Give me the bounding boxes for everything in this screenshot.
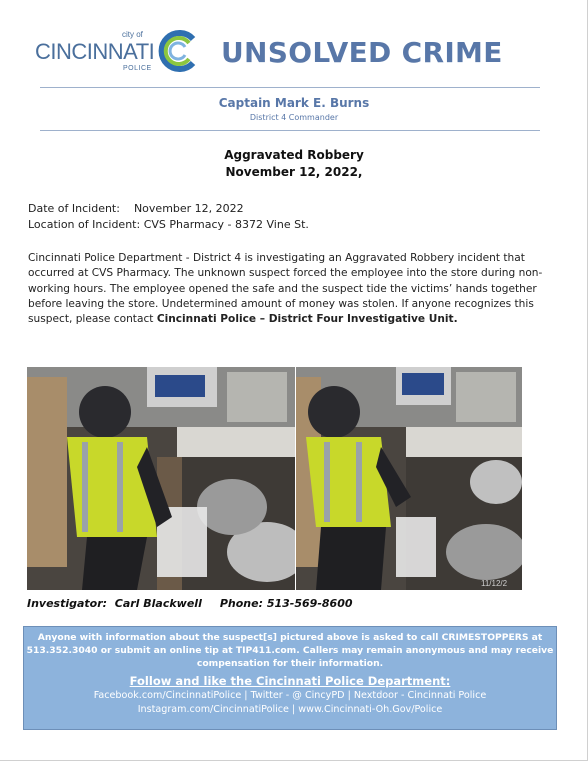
surveillance-image-2 bbox=[296, 367, 522, 590]
surveillance-photo-1 bbox=[27, 367, 295, 590]
incident-location-label: Location of Incident: bbox=[28, 218, 141, 231]
logo-c-icon bbox=[153, 27, 201, 75]
cincinnati-police-logo bbox=[35, 27, 205, 77]
description-contact: Cincinnati Police – District Four Investigative Unit. bbox=[156, 313, 458, 326]
incident-location-row bbox=[28, 218, 309, 231]
photo-timestamp: 11/12/2 bbox=[481, 579, 508, 588]
incident-date-label: Date of Incident: bbox=[28, 202, 120, 215]
investigator-label: Investigator: bbox=[27, 597, 108, 610]
crimestoppers-footer bbox=[23, 626, 557, 730]
crime-type: Aggravated Robbery bbox=[224, 148, 364, 162]
page-title: UNSOLVED CRIME bbox=[221, 36, 503, 69]
header-divider-bottom bbox=[40, 130, 540, 131]
incident-location-value: CVS Pharmacy - 8372 Vine St. bbox=[143, 218, 309, 231]
incident-date-value: November 12, 2022 bbox=[133, 202, 244, 215]
investigator-name: Carl Blackwell bbox=[114, 597, 202, 610]
footer-line-1: Anyone with information about the suspect[s] pictured above is asked to call CRIMESTOPPERS at bbox=[37, 632, 543, 643]
footer-social-links-2[interactable]: Instagram.com/CincinnatiPolice | www.Cincinnati-Oh.Gov/Police bbox=[137, 704, 443, 715]
description-text: Cincinnati Police Department - District 4 is investigating an Aggravated Robbery incident that occurred at CVS Pharmacy. The unknown suspect forced the employee into the store during non-working hours. The employee opened the safe and the suspect tide the victims’ hands together before leaving the store. Undetermined amount of money was stolen. If anyone recognizes this suspect, please contact bbox=[28, 252, 543, 326]
logo-city-text: city of bbox=[122, 30, 143, 39]
phone-label: Phone: bbox=[219, 597, 263, 610]
footer-line-2: 513.352.3040 or submit an online tip at TIP411.com. Callers may remain anonymous and may receive bbox=[26, 645, 554, 656]
surveillance-photo-2 bbox=[296, 367, 522, 590]
logo-name-text: CINCINNATI bbox=[35, 39, 155, 64]
footer-follow-heading: Follow and like the Cincinnati Police Department: bbox=[129, 674, 451, 688]
header-divider-top bbox=[40, 87, 540, 88]
incident-description bbox=[28, 251, 558, 327]
surveillance-image-1 bbox=[27, 367, 295, 590]
logo-police-text: POLICE bbox=[123, 65, 152, 72]
incident-date-row bbox=[28, 202, 244, 215]
captain-name: Captain Mark E. Burns bbox=[218, 96, 370, 110]
investigator-line bbox=[27, 597, 353, 610]
captain-title: District 4 Commander bbox=[249, 113, 339, 122]
footer-social-links-1[interactable]: Facebook.com/CincinnatiPolice | Twitter - @ CincyPD | Nextdoor - Cincinnati Police bbox=[93, 690, 487, 701]
crime-date: November 12, 2022, bbox=[225, 165, 363, 179]
footer-line-3: compensation for their information. bbox=[196, 658, 384, 669]
investigator-phone: 513-569-8600 bbox=[266, 597, 353, 610]
